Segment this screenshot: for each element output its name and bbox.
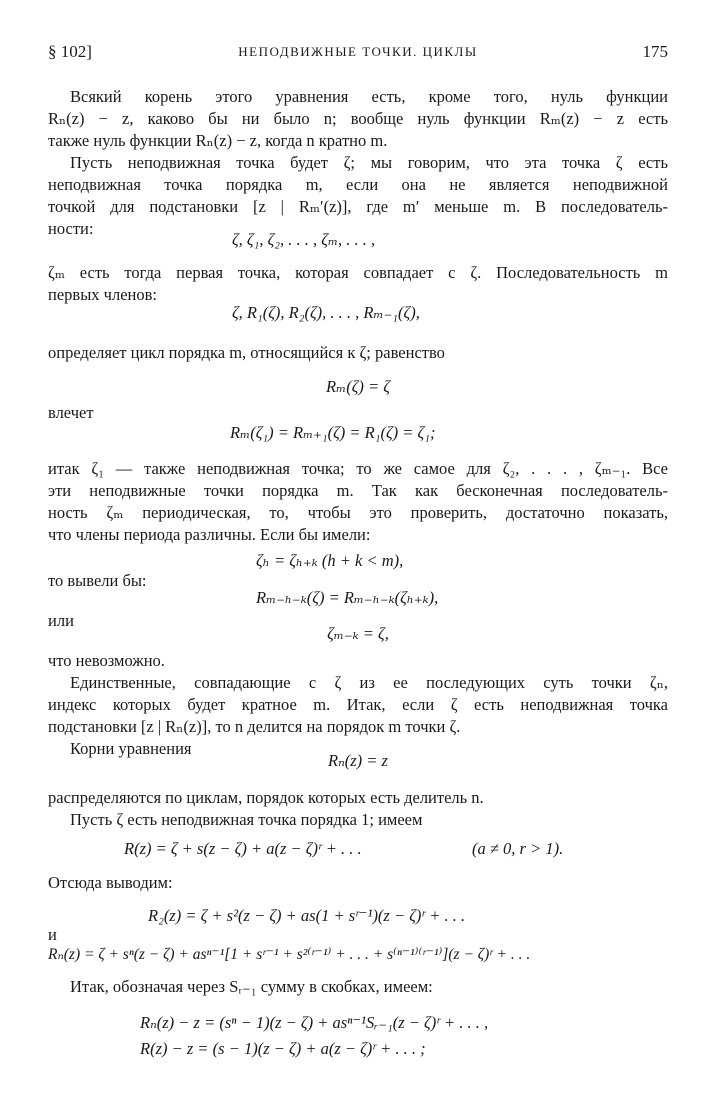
page-header [48,42,668,66]
text-line: ность ζₘ периодическая, то, чтобы это проверить, достаточно показать, [48,503,668,522]
text-line: Rₙ(z) − z, каково бы ни было n; вообще нуль функции Rₘ(z) − z есть [48,109,668,128]
text-line: Корни уравнения [70,739,192,758]
text-line: или [48,611,74,630]
equation: R(z) − z = (s − 1)(z − ζ) + a(z − ζ)ʳ + . . . ; [140,1039,426,1058]
equation: Rₙ(z) − z = (sⁿ − 1)(z − ζ) + asⁿ⁻¹Sᵣ₋₁(z − ζ)ʳ + . . . , [140,1013,489,1032]
text-line: точкой для подстановки [z | Rₘ′(z)], где m′ меньше m. В последователь- [48,197,668,216]
text-line: индекс которых будет кратное m. Итак, если ζ есть неподвижная точка [48,695,668,714]
equation: Rₙ(z) = ζ + sⁿ(z − ζ) + asⁿ⁻¹[1 + sʳ⁻¹ + s²⁽ʳ⁻¹⁾ + . . . + s⁽ⁿ⁻¹⁾⁽ʳ⁻¹⁾](z − ζ)ʳ + . . . [48,946,531,963]
text-line: первых членов: [48,285,157,304]
text-line: определяет цикл порядка m, относящийся к ζ; равенство [48,343,445,362]
equation: Rₘ₋ₕ₋ₖ(ζ) = Rₘ₋ₕ₋ₖ(ζₕ₊ₖ), [256,588,439,607]
text-line: подстановки [z | Rₙ(z)], то n делится на порядок m точки ζ. [48,717,461,736]
text-line: что члены периода различны. Если бы имели: [48,525,371,544]
text-line: Единственные, совпадающие с ζ из ее последующих суть точки ζₙ, [70,673,668,692]
equation: ζ, ζ₁, ζ₂, . . . , ζₘ, . . . , [232,230,376,249]
text-line: и [48,925,57,944]
text-line: Пусть неподвижная точка будет ζ; мы говорим, что эта точка ζ есть [70,153,668,172]
equation-condition: (a ≠ 0, r > 1). [472,839,564,858]
text-line: Пусть ζ есть неподвижная точка порядка 1; имеем [70,810,423,829]
text-line: неподвижная точка порядка m, если она не является неподвижной [48,175,668,194]
running-title: НЕПОДВИЖНЫЕ ТОЧКИ. ЦИКЛЫ [238,44,478,59]
equation: Rₘ(ζ₁) = Rₘ₊₁(ζ) = R₁(ζ) = ζ₁; [230,423,436,442]
text-line: что невозможно. [48,651,165,670]
text-line: влечет [48,403,94,422]
text-line: Всякий корень этого уравнения есть, кроме того, нуль функции [70,87,668,106]
text-line: эти неподвижные точки порядка m. Так как бесконечная последователь- [48,481,668,500]
page-number: 175 [642,42,668,61]
text-line: итак ζ₁ — также неподвижная точка; то же самое для ζ₂, . . . , ζₘ₋₁. Все [48,459,668,478]
equation: ζₘ₋ₖ = ζ, [327,624,389,643]
equation: Rₙ(z) = z [328,751,388,770]
text-line: также нуль функции Rₙ(z) − z, когда n кратно m. [48,131,388,150]
equation: ζₕ = ζₕ₊ₖ (h + k < m), [256,551,404,570]
text-line: распределяются по циклам, порядок которых есть делитель n. [48,788,484,807]
equation: ζ, R₁(ζ), R₂(ζ), . . . , Rₘ₋₁(ζ), [232,303,420,322]
text-line: Отсюда выводим: [48,873,173,892]
equation: R(z) = ζ + s(z − ζ) + a(z − ζ)ʳ + . . . [124,839,362,858]
text-line: Итак, обозначая через Sᵣ₋₁ сумму в скобках, имеем: [70,977,433,996]
text-line: ности: [48,219,94,238]
equation: R₂(z) = ζ + s²(z − ζ) + as(1 + sʳ⁻¹)(z − ζ)ʳ + . . . [148,906,466,925]
equation: Rₘ(ζ) = ζ [326,377,390,396]
text-line: то вывели бы: [48,571,147,590]
section-number: § 102] [48,42,92,61]
text-line: ζₘ есть тогда первая точка, которая совпадает с ζ. Последовательность m [48,263,668,282]
